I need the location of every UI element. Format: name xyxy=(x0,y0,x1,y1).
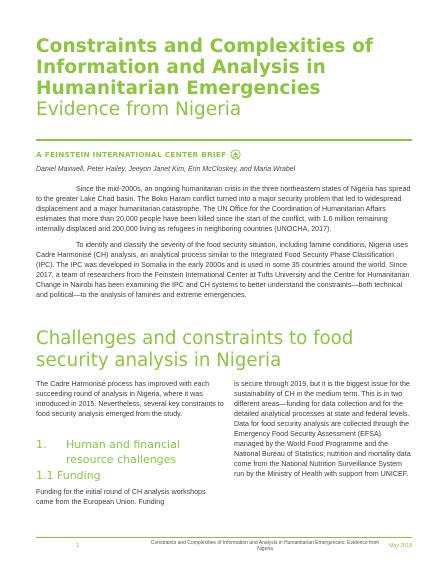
subsubsection-heading xyxy=(36,469,224,483)
feinstein-logo-icon xyxy=(230,149,241,160)
title-divider xyxy=(36,139,412,141)
document-title xyxy=(36,36,426,99)
author-list: Daniel Maxwell, Peter Hailey, Jeeyon Janet Kim, Erin McCloskey, and Maria Wrabel xyxy=(36,166,296,173)
footer-divider xyxy=(36,537,412,538)
page-footer xyxy=(36,540,412,552)
footer-date: May 2018 xyxy=(389,543,412,549)
intro-paragraph-1: Since the mid-2000s, an ongoing humanitarian crisis in the three northeastern states of Nigeria has spread to the greater Lake Chad basin. The Boko Haram conflict turned into a major security problem that led to widespread displacement and a major humanitarian catastrophe. The UN Office for the Coordination of Humanitarian Affairs estimates that more than 20,000 people have been killed since the start of the conflict, with 1.6 million remaining internally displaced and 200,000 living as refugees in neighboring countries (UNOCHA, 2017). xyxy=(36,185,411,233)
brief-label xyxy=(36,149,241,160)
intro-section xyxy=(36,184,412,306)
subsection-number: 1. xyxy=(36,438,47,451)
title-line-1: Constraints and Complexities of xyxy=(36,36,374,57)
intro-paragraph-2: To identify and classify the severity of the food security situation, including famine conditions, Nigeria uses Cadre Harmonisé (CH) analysis, an analytical process similar to the Integrated Food Security Phase Classification (IPC). The IPC was developed in Somalia in the early 2000s and is used in some 35 countries around the world. Since 2017, a team of researchers from the Feinstein International Center at Tufts University and the Centre for Humanitarian Change in Nairobi has been examining the IPC and CH systems to better understand the constraints—both technical and political—to the analysis of famines and extreme emergencies. xyxy=(36,241,410,299)
footer-title: Constraints and Complexities of Information and Analysis in Humanitarian Emergencies: Evidence from Nigeria xyxy=(150,540,380,552)
document-subtitle: Evidence from Nigeria xyxy=(36,99,242,120)
subsubsection-title: Funding xyxy=(57,469,101,482)
column-2-body: is secure through 2019, but it is the biggest issue for the sustainability of CH in the medium term. This is in two different areas—funding for data collection and for the detailed analytical processes at state and federal levels. Data for food security analysis are collected through the Emergency Food Security Assessment (EFSA) managed by the World Food Programme and the National Bureau of Statistics; nutrition and mortality data come from the National Nutrition Surveillance System run by the Ministry of Health with support from UNICEF. xyxy=(234,380,411,478)
subsubsection-number: 1.1 xyxy=(36,469,54,482)
subsection-title: Human and financial resource challenges xyxy=(66,438,180,466)
title-line-2: Information and Analysis in xyxy=(36,57,326,78)
title-line-3: Humanitarian Emergencies xyxy=(36,78,321,99)
column-1-body: Funding for the initial round of CH analysis workshops came from the European Union. Funding xyxy=(36,488,206,506)
page-number: 1 xyxy=(76,543,80,549)
subsection-heading xyxy=(36,437,224,467)
column-1-intro: The Cadre Harmonisé process has improved with each succeeding round of analysis in Nigeria, where it was introduced in 2015. Nevertheless, several key constraints to food security analysis emerged from the study. xyxy=(36,380,224,418)
brief-label-text: A FEINSTEIN INTERNATIONAL CENTER BRIEF xyxy=(36,150,227,159)
section-heading: Challenges and constraints to food security analysis in Nigeria xyxy=(36,328,354,371)
